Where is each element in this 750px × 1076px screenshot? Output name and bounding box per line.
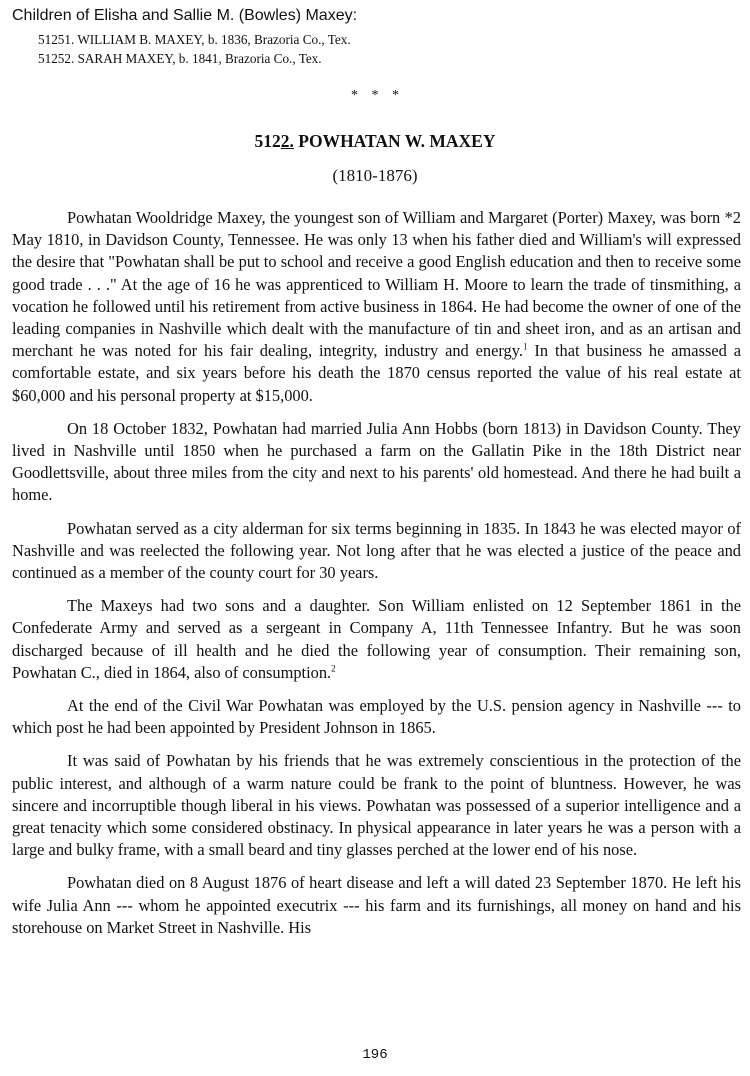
child-entry: 51251. WILLIAM B. MAXEY, b. 1836, Brazoria Co., Tex. [38,32,351,47]
paragraph [12,418,741,507]
footnote-marker: 2 [331,663,336,674]
paragraph [12,518,741,585]
paragraph-text: The Maxeys had two sons and a daughter. Son William enlisted on 12 September 1861 in the Confederate Army and served as a sergeant in Company A, 11th Tennessee Infantry. But he was soon discharged because of ill health and he died the following year of consumption. Their remaining son, Powhatan C., died in 1864, also of consumption. [12,596,741,682]
child-entry: 51252. SARAH MAXEY, b. 1841, Brazoria Co., Tex. [38,51,322,66]
section-title [0,130,750,152]
paragraph [12,872,741,939]
paragraph-text-continued: In that business he amassed a comfortable estate, and six years before his death the 1870 census reported the value of his real estate at $60,000 and his personal property at $15,000. [12,341,741,405]
paragraph-text: It was said of Powhatan by his friends that he was extremely conscientious in the protection of the public interest, and although of a warm nature could be frank to the point of bluntness. However, he was sincere and incorruptible though liberal in his views. Powhatan was possessed of a superior intelligence and a great tenacity which some considered obstinacy. In physical appearance in later years he was a person with a large and bulky frame, with a small beard and tiny glasses perched at the lower end of his nose. [12,751,741,860]
paragraph-text: At the end of the Civil War Powhatan was employed by the U.S. pension agency in Nashville --- to which post he had been appointed by President Johnson in 1865. [12,696,741,738]
paragraph [12,595,741,684]
section-name: POWHATAN W. MAXEY [293,131,496,151]
section-dates: (1810-1876) [332,166,418,185]
paragraph-text: Powhatan served as a city alderman for six terms beginning in 1835. In 1843 he was elected mayor of Nashville and was reelected the following year. Not long after that he was elected a justice of the peace and continued as a member of the county court for 30 years. [12,518,741,583]
page-number: 196 [362,1047,388,1063]
paragraph [12,695,741,739]
children-heading: Children of Elisha and Sallie M. (Bowles) Maxey: [12,7,358,24]
paragraph-text: Powhatan Wooldridge Maxey, the youngest son of William and Margaret (Porter) Maxey, was born *2 May 1810, in Davidson County, Tennessee. He was only 13 when his father died and William's will expressed the desire that "Powhatan shall be put to school and receive a good English education and then to receive some good trade . . ." At the age of 16 he was apprenticed to William H. Moore to learn the trade of tinsmithing, a vocation he followed until his retirement from active business in 1864. He had become the owner of one of the leading companies in Nashville which dealt with the manufacture of tin and sheet iron, and as an artisan and merchant he was noted for his fair dealing, integrity, industry and energy. [12,208,741,361]
section-number-underlined: 2. [280,131,294,151]
paragraph [12,750,741,861]
paragraph [12,207,741,407]
section-separator: * * * [351,88,404,103]
section-number: 512 [254,131,281,151]
footnote-marker: 1 [522,341,528,352]
paragraph-text: On 18 October 1832, Powhatan had married Julia Ann Hobbs (born 1813) in Davidson County. They lived in Nashville until 1850 when he purchased a farm on the Gallatin Pike in the 18th District near Goodlettsville, about three miles from the city and next to his parents' old homestead. And there he had built a home. [12,418,741,505]
paragraph-text: Powhatan died on 8 August 1876 of heart disease and left a will dated 23 September 1870. He left his wife Julia Ann --- whom he appointed executrix --- his farm and its furnishings, all money on hand and his storehouse on Market Street in Nashville. His [12,873,741,937]
body-text [12,207,741,950]
children-list [38,30,351,68]
